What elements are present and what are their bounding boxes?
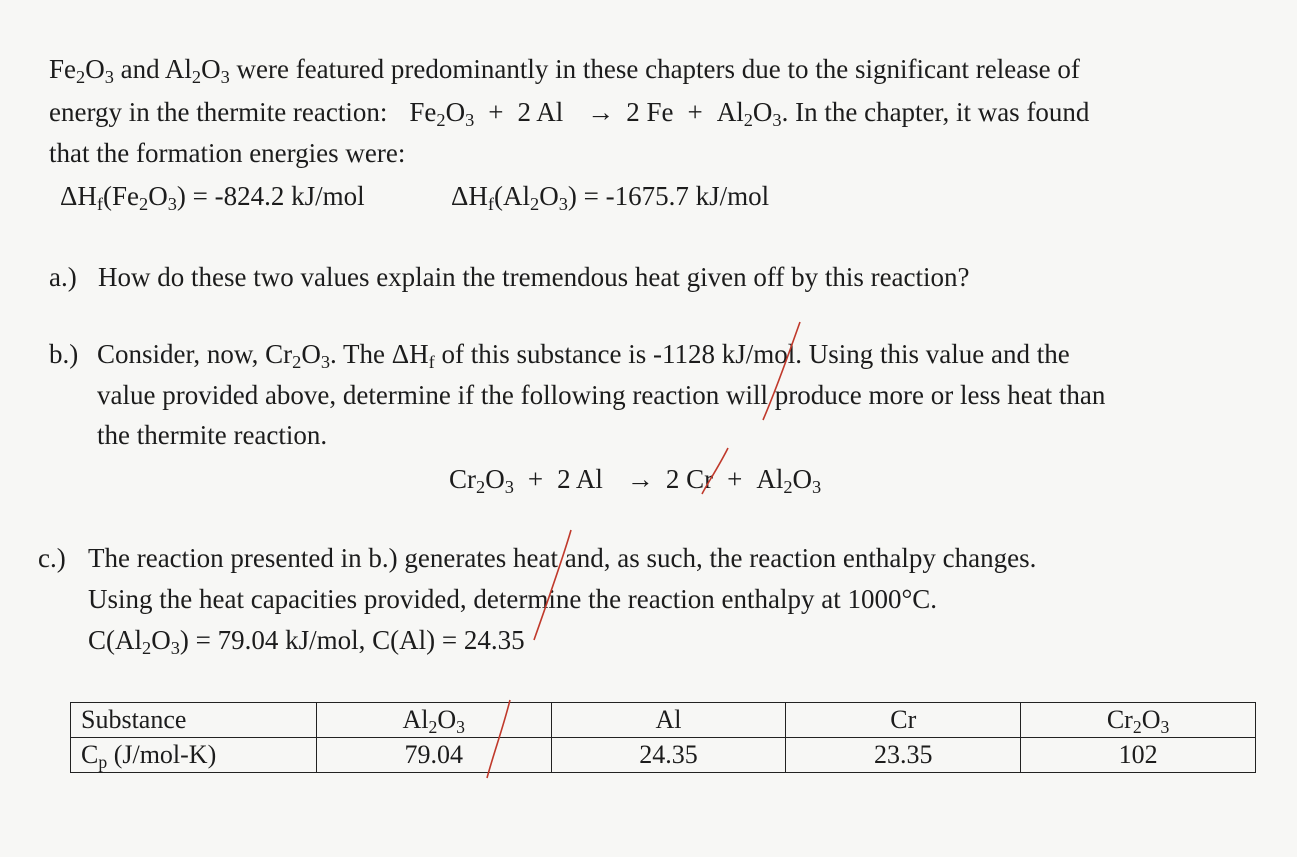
reaction-arrow: → [587,97,615,127]
thermite-equation: $Fe_2O_3 + 2$ Al → 2 $Fe + Al_2O_3$ [409,97,782,131]
table-cell: $Al_2O_3$ [316,703,551,738]
part-b-line-2: value provided above, determine if the following reaction will produce more or less heat than [97,380,1106,410]
part-c-line-2: Using the heat capacities provided, determine the reaction enthalpy at 1000°C. [88,584,938,614]
intro-line-3: that the formation energies were: [49,138,406,168]
part-c-line-3: $C(Al_2O_3) = 79.04$ kJ/mol, C(Al) = 24.35 [88,625,525,659]
table-cell: Al [551,703,786,738]
table-cell: 102 [1021,738,1256,773]
part-c-line-1: The reaction presented in b.) generates heat and, as such, the reaction enthalpy changes. [88,543,1037,573]
formation-fe2o3: $\Delta H_f(Fe_2O_3) = -824.2$ kJ/mol [60,181,365,215]
intro-line-1: $Fe_2O_3$ and $Al_2O_3$ were featured predominantly in these chapters due to the significant release of [49,54,1080,88]
chromium-equation: $Cr_2O_3 + 2$ Al → 2 $Cr + Al_2O_3$ [449,464,822,498]
table-cell: $Cr_2O_3$ [1021,703,1256,738]
table-row [71,738,1256,773]
intro-line-2: energy in the thermite reaction: $Fe_2O_3 + 2$ Al → 2 $Fe + Al_2O_3$. In the chapter, it was found [49,97,1090,131]
table-cell: 24.35 [551,738,786,773]
part-a-question: How do these two values explain the tremendous heat given off by this reaction? [98,262,970,292]
part-b-line-3: the thermite reaction. [97,420,328,450]
table-cell: 23.35 [786,738,1021,773]
table-row [71,703,1256,738]
formation-al2o3: $\Delta H_f(Al_2O_3) = -1675.7$ kJ/mol [451,181,770,215]
part-b-line-1: Consider, now, $Cr_2O_3$. The $\Delta H_f$ of this substance is -1128 kJ/mol. Using this value and the [97,339,1070,373]
table-header-substance: Substance [71,703,317,738]
reaction-arrow: → [626,464,654,494]
part-b-label: b.) [49,339,79,369]
part-c-label: c.) [38,543,66,573]
table-header-heat-capacity: $C_p$ (J/mol-K) [71,738,317,773]
table-cell: Cr [786,703,1021,738]
part-a-label: a.) [49,262,77,292]
table-cell: 79.04 [316,738,551,773]
heat-capacity-table [70,702,1256,773]
